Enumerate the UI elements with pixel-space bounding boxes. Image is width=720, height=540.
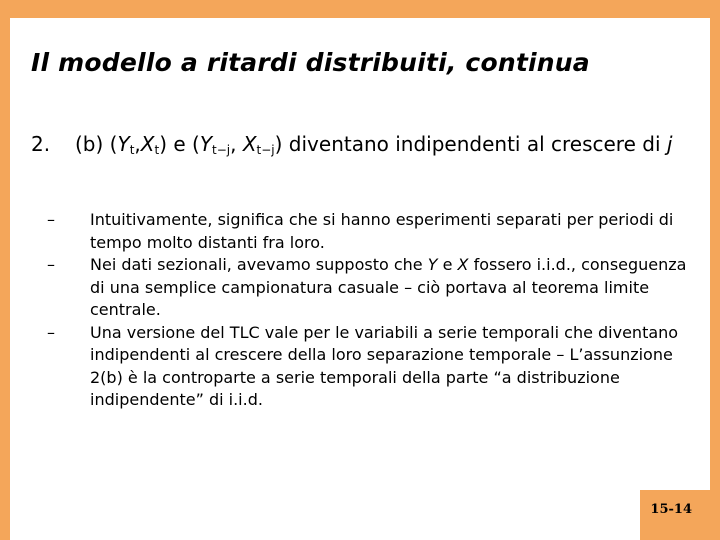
bullet-dash: – bbox=[47, 255, 55, 274]
bullet-dash: – bbox=[47, 322, 55, 342]
bullet-dash: – bbox=[47, 210, 55, 229]
subscript-t: t bbox=[154, 143, 160, 157]
bullet-text: Intuitivamente, significa che si hanno esperimenti separati per periodi di tempo molto distanti fra loro. bbox=[90, 210, 674, 252]
var-x: X bbox=[140, 132, 155, 156]
subscript-t-minus-j: t−j bbox=[212, 143, 231, 157]
point-comma: , bbox=[230, 132, 243, 156]
point-text-part: ) e ( bbox=[159, 132, 200, 156]
page-number: 15-14 bbox=[650, 502, 692, 517]
var-y: Y bbox=[117, 132, 130, 156]
var-y: Y bbox=[199, 132, 213, 156]
var-x: X bbox=[242, 132, 257, 156]
bullet-text: Una versione del TLC vale per le variabili a serie temporali che diventano indipendenti al crescere della loro separazione temporale – L’assunzione 2(b) è la controparte a serie temporali della parte “a distribuzione indipendente” di i.i.d. bbox=[90, 322, 679, 409]
bullet-text: fossero i.i.d., conseguenza di una semplice campionatura casuale – ciò portava al teorema limite centrale. bbox=[90, 255, 687, 319]
point-comma: , bbox=[134, 132, 141, 156]
var-x: X bbox=[457, 255, 469, 274]
sub-bullet bbox=[47, 322, 687, 412]
point-text bbox=[75, 130, 695, 159]
point-text-part: ) diventano indipendenti al crescere di bbox=[274, 132, 667, 156]
point-number: 2. bbox=[31, 132, 51, 156]
subscript-t-minus-j: t−j bbox=[256, 143, 275, 157]
sub-bullet-list bbox=[47, 209, 687, 412]
var-j: j bbox=[666, 132, 673, 156]
var-y: Y bbox=[427, 255, 438, 274]
subscript-t: t bbox=[129, 143, 135, 157]
bullet-text: e bbox=[437, 255, 458, 274]
slide-title: Il modello a ritardi distribuiti, continua bbox=[31, 48, 590, 77]
bullet-text: Nei dati sezionali, avevamo supposto che bbox=[90, 255, 428, 274]
point-text-part: (b) ( bbox=[75, 132, 118, 156]
sub-bullet bbox=[47, 209, 687, 254]
slide-content bbox=[10, 18, 710, 540]
page-number-box bbox=[640, 490, 710, 540]
sub-bullet bbox=[47, 254, 687, 322]
